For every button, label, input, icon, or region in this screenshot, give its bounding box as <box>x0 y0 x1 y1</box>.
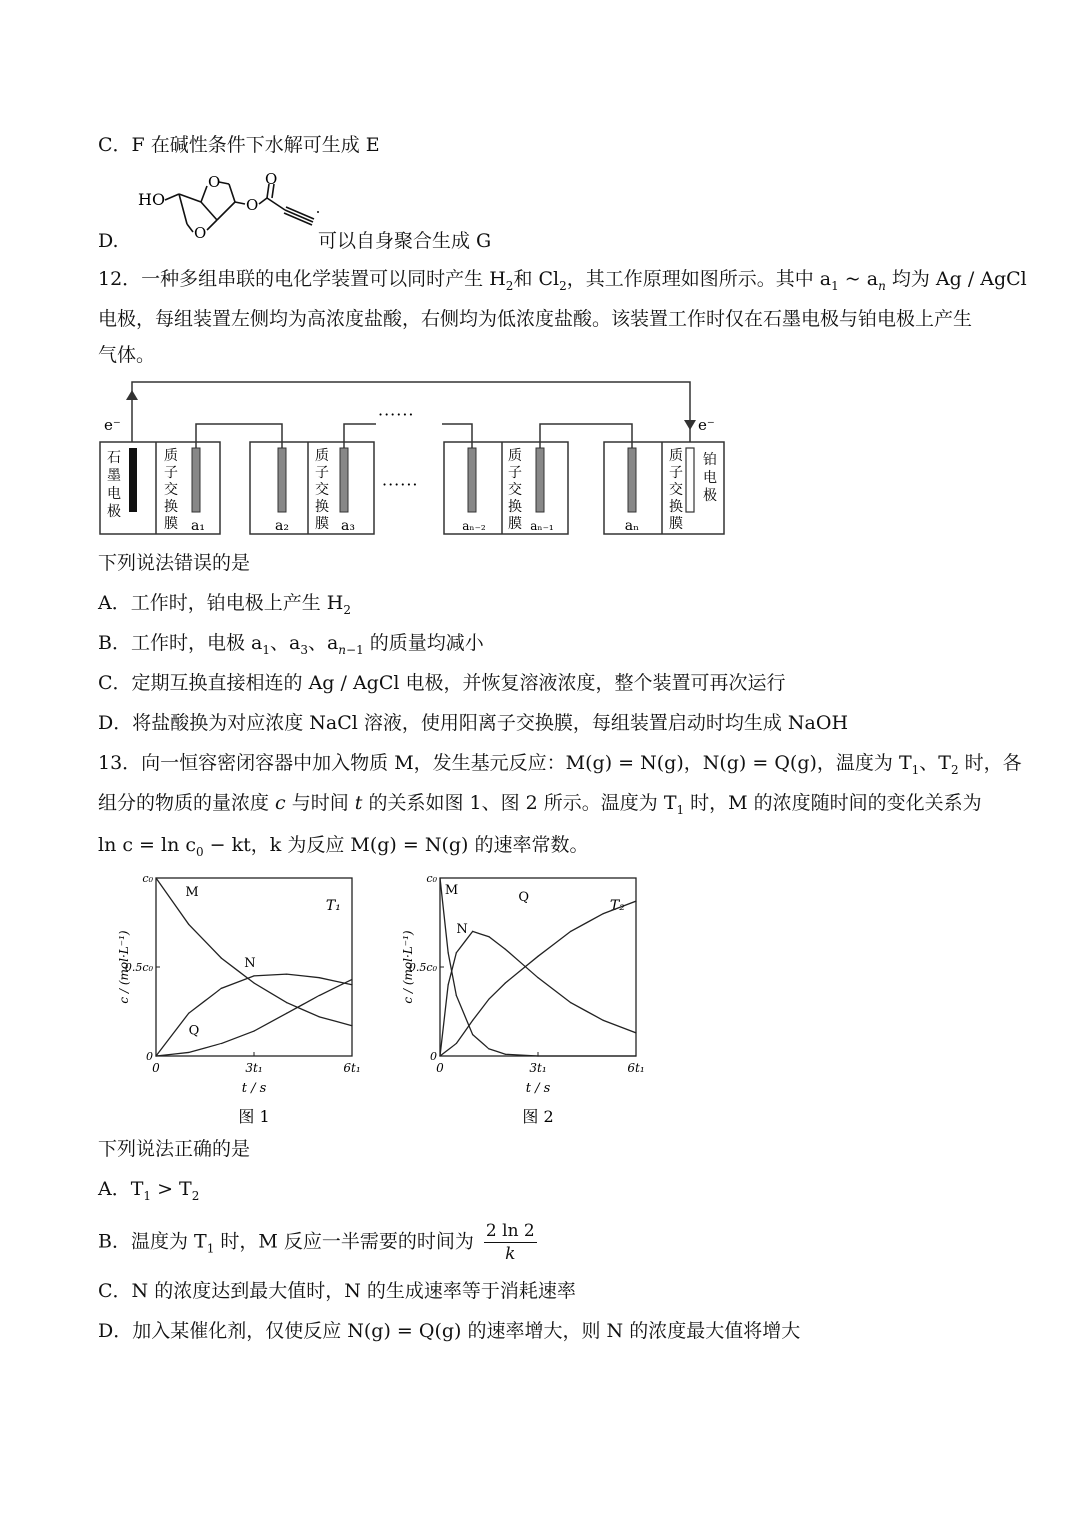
membrane4-char-1: 质 <box>669 448 683 464</box>
q13-stem-line1: 13．向一恒容密闭容器中加入物质 M，发生基元反应：M(g) = N(g)，N(g) = Q(g)，温度为 $T_1$、$T_2$ 时，各 <box>98 752 1022 777</box>
y-tick-label: c₀ <box>142 872 153 885</box>
x-tick-label: 6t₁ <box>343 1061 361 1075</box>
half-life-fraction: $\frac{2 \ln 2}{k}$ <box>485 1221 535 1264</box>
y-tick-label: 0.5c₀ <box>408 961 437 974</box>
data-point-M <box>286 1002 287 1003</box>
data-point-Q <box>635 901 636 902</box>
electron-left-label: e⁻ <box>104 416 121 434</box>
data-point-Q <box>603 913 604 914</box>
q13-option-a: A．$T_1 > T_2$ <box>98 1178 200 1203</box>
label-a2: a₂ <box>275 518 289 534</box>
electrochemical-diagram <box>96 376 736 541</box>
series-label-M: M <box>185 884 199 900</box>
q13-prompt: 下列说法正确的是 <box>98 1138 251 1160</box>
data-point-Q <box>439 1055 440 1056</box>
membrane3-char-3: 交 <box>508 482 522 498</box>
data-point-Q <box>488 998 489 999</box>
membrane3-char-2: 子 <box>508 465 522 481</box>
data-point-N <box>319 977 320 978</box>
y-tick-label: 0 <box>146 1050 153 1063</box>
q12-stem-line2: 电极，每组装置左侧均为高浓度盐酸，右侧均为低浓度盐酸。该装置工作时仅在石墨电极与铂电极上产生 <box>98 308 973 330</box>
data-point-M <box>188 924 189 925</box>
data-point-M <box>488 1048 489 1049</box>
data-point-N <box>221 988 222 989</box>
graphite-char-3: 电 <box>107 486 121 502</box>
chart-figure-2 <box>396 868 666 1130</box>
data-point-M <box>221 958 222 959</box>
membrane4-char-5: 膜 <box>669 516 683 532</box>
label-a3: a₃ <box>341 518 355 534</box>
mol-ho-label: HO <box>138 190 166 209</box>
data-point-N <box>456 952 457 953</box>
dots-top: ······ <box>378 405 415 424</box>
series-label-N: N <box>244 956 256 971</box>
q12-option-d: D．将盐酸换为对应浓度 NaCl 溶液，使用阳离子交换膜，每组装置启动时均生成 NaOH <box>98 712 849 734</box>
membrane4-char-4: 换 <box>669 499 683 515</box>
data-point-Q <box>570 931 571 932</box>
electron-right-label: e⁻ <box>698 416 715 434</box>
data-point-M <box>155 877 156 878</box>
platinum-char-2: 电 <box>703 470 717 486</box>
x-tick-label: 3t₁ <box>529 1061 547 1075</box>
membrane1-char-2: 子 <box>164 465 178 481</box>
q11-option-c: C．F 在碱性条件下水解可生成 E <box>98 134 380 156</box>
platinum-char-1: 铂 <box>703 452 717 468</box>
data-point-N <box>188 1013 189 1014</box>
electrode-a3 <box>340 448 348 512</box>
series-line-M <box>156 878 352 1026</box>
series-line-N <box>156 974 352 1056</box>
temperature-label: T₂ <box>609 898 625 915</box>
y-axis-label: c / (mol·L⁻¹) <box>401 930 415 1004</box>
data-point-Q <box>319 995 320 996</box>
temperature-label: T₁ <box>325 898 341 915</box>
q13-option-b: B．温度为 $T_1$ 时，M 反应一半需要的时间为 $\frac{2 \ln 2}{k}$ <box>98 1221 535 1264</box>
series-line-M <box>440 878 636 1056</box>
graphite-char-4: 极 <box>107 504 121 520</box>
label-an-1: aₙ₋₁ <box>530 519 554 533</box>
mol-o-carbonyl: O <box>265 172 278 188</box>
y-tick-label: 0.5c₀ <box>124 961 153 974</box>
data-point-N <box>570 1002 571 1003</box>
data-point-N <box>286 974 287 975</box>
data-point-M <box>505 1054 506 1055</box>
q13-option-d: D．加入某催化剂，仅使反应 N(g) = Q(g) 的速率增大，则 N 的浓度最大值将增大 <box>98 1320 801 1342</box>
q12-prompt: 下列说法错误的是 <box>98 552 251 574</box>
data-point-M <box>448 952 449 953</box>
x-axis-label: t / s <box>241 1081 267 1096</box>
q13-stem-line2: 组分的物质的量浓度 c 与时间 t 的关系如图 1、图 2 所示。温度为 $T_1$ 时，M 的浓度随时间的变化关系为 <box>98 792 982 817</box>
q12-option-a: A．工作时，铂电极上产生 $H_2$ <box>98 592 351 617</box>
data-point-Q <box>351 979 352 980</box>
data-point-Q <box>286 1013 287 1014</box>
data-point-N <box>448 984 449 985</box>
q12-stem-line3: 气体。 <box>98 344 156 366</box>
y-axis-label: c / (mol·L⁻¹) <box>117 930 131 1004</box>
label-a1: a₁ <box>191 518 205 534</box>
series-line-Q <box>440 901 636 1056</box>
data-point-M <box>319 1016 320 1017</box>
data-point-N <box>351 984 352 985</box>
series-label-M: M <box>444 883 459 899</box>
figure-caption: 图 2 <box>522 1107 554 1126</box>
y-tick-label: c₀ <box>426 872 437 885</box>
graphite-char-2: 墨 <box>107 468 121 484</box>
data-point-Q <box>456 1043 457 1044</box>
data-point-Q <box>188 1052 189 1053</box>
series-line-N <box>440 931 636 1056</box>
label-an-2: aₙ₋₂ <box>462 519 486 533</box>
q11-option-d-text: 可以自身聚合生成 G <box>318 230 492 252</box>
membrane2-char-2: 子 <box>315 465 329 481</box>
membrane2-char-4: 换 <box>315 499 329 515</box>
membrane2-char-3: 交 <box>315 482 329 498</box>
membrane2-char-1: 质 <box>315 448 329 464</box>
mol-o-bottom: O <box>194 224 207 242</box>
x-tick-label: 0 <box>436 1061 444 1075</box>
series-label-N: N <box>456 922 468 938</box>
graphite-electrode <box>129 448 137 512</box>
data-point-N <box>603 1020 604 1021</box>
electrode-an-1 <box>536 448 544 512</box>
electrode-an-2 <box>468 448 476 512</box>
electrode-an <box>628 448 636 512</box>
data-point-Q <box>155 1055 156 1056</box>
label-an: aₙ <box>624 518 640 534</box>
q11-option-d-label: D. <box>98 230 119 252</box>
data-point-M <box>635 1055 636 1056</box>
chart-figure-1 <box>112 868 372 1130</box>
q13-option-c: C．N 的浓度达到最大值时，N 的生成速率等于消耗速率 <box>98 1280 576 1302</box>
data-point-Q <box>505 982 506 983</box>
data-point-Q <box>537 956 538 957</box>
membrane4-char-2: 子 <box>669 465 683 481</box>
x-tick-label: 0 <box>152 1061 160 1075</box>
mol-o-top: O <box>208 173 221 191</box>
data-point-N <box>635 1032 636 1033</box>
data-point-M <box>537 1055 538 1056</box>
data-point-M <box>253 982 254 983</box>
membrane2-char-5: 膜 <box>315 516 329 532</box>
data-point-N <box>253 975 254 976</box>
q12-stem-line1: 12．一种多组串联的电化学装置可以同时产生 $H_2$和 $Cl_2$，其工作原理如图所示。其中 $a_1$ ~ $a_n$ 均为 Ag / AgCl <box>98 268 1027 293</box>
q12-option-c: C．定期互换直接相连的 Ag / AgCl 电极，并恢复溶液浓度，整个装置可再次运行 <box>98 672 786 694</box>
data-point-M <box>351 1025 352 1026</box>
membrane1-char-1: 质 <box>164 448 178 464</box>
membrane3-char-4: 换 <box>508 499 522 515</box>
membrane1-char-4: 换 <box>164 499 178 515</box>
graphite-char-1: 石 <box>107 450 121 466</box>
plot-frame <box>440 878 636 1056</box>
data-point-M <box>472 1034 473 1035</box>
y-tick-label: 0 <box>430 1050 437 1063</box>
figure-caption: 图 1 <box>238 1107 270 1126</box>
series-label-Q: Q <box>518 890 530 906</box>
q11-molecule-structure <box>135 172 325 252</box>
data-point-N <box>537 977 538 978</box>
data-point-Q <box>472 1020 473 1021</box>
q13-stem-line3: $\ln c = \ln c_0$ − kt，k 为反应 M(g) = N(g) 的速率常数。 <box>98 834 589 859</box>
x-axis-label: t / s <box>525 1081 551 1096</box>
data-point-N <box>472 931 473 932</box>
data-point-M <box>439 877 440 878</box>
electrode-a2 <box>278 448 286 512</box>
membrane1-char-5: 膜 <box>164 516 178 532</box>
membrane3-char-5: 膜 <box>508 516 522 532</box>
membrane4-char-3: 交 <box>669 482 683 498</box>
data-point-N <box>505 949 506 950</box>
x-tick-label: 6t₁ <box>627 1061 645 1075</box>
x-tick-label: 3t₁ <box>245 1061 263 1075</box>
electrode-a1 <box>192 448 200 512</box>
dots-middle: ······ <box>382 475 419 494</box>
membrane1-char-3: 交 <box>164 482 178 498</box>
mol-o-ester: O <box>246 196 259 214</box>
platinum-char-3: 极 <box>703 488 717 504</box>
q12-option-b: B．工作时，电极 $a_1$、$a_3$、$a_{n-1}$ 的质量均减小 <box>98 632 484 657</box>
data-point-Q <box>253 1030 254 1031</box>
series-label-Q: Q <box>188 1023 200 1039</box>
data-point-M <box>456 995 457 996</box>
data-point-N <box>488 936 489 937</box>
data-point-Q <box>221 1043 222 1044</box>
membrane3-char-1: 质 <box>508 448 522 464</box>
platinum-electrode <box>686 448 694 512</box>
